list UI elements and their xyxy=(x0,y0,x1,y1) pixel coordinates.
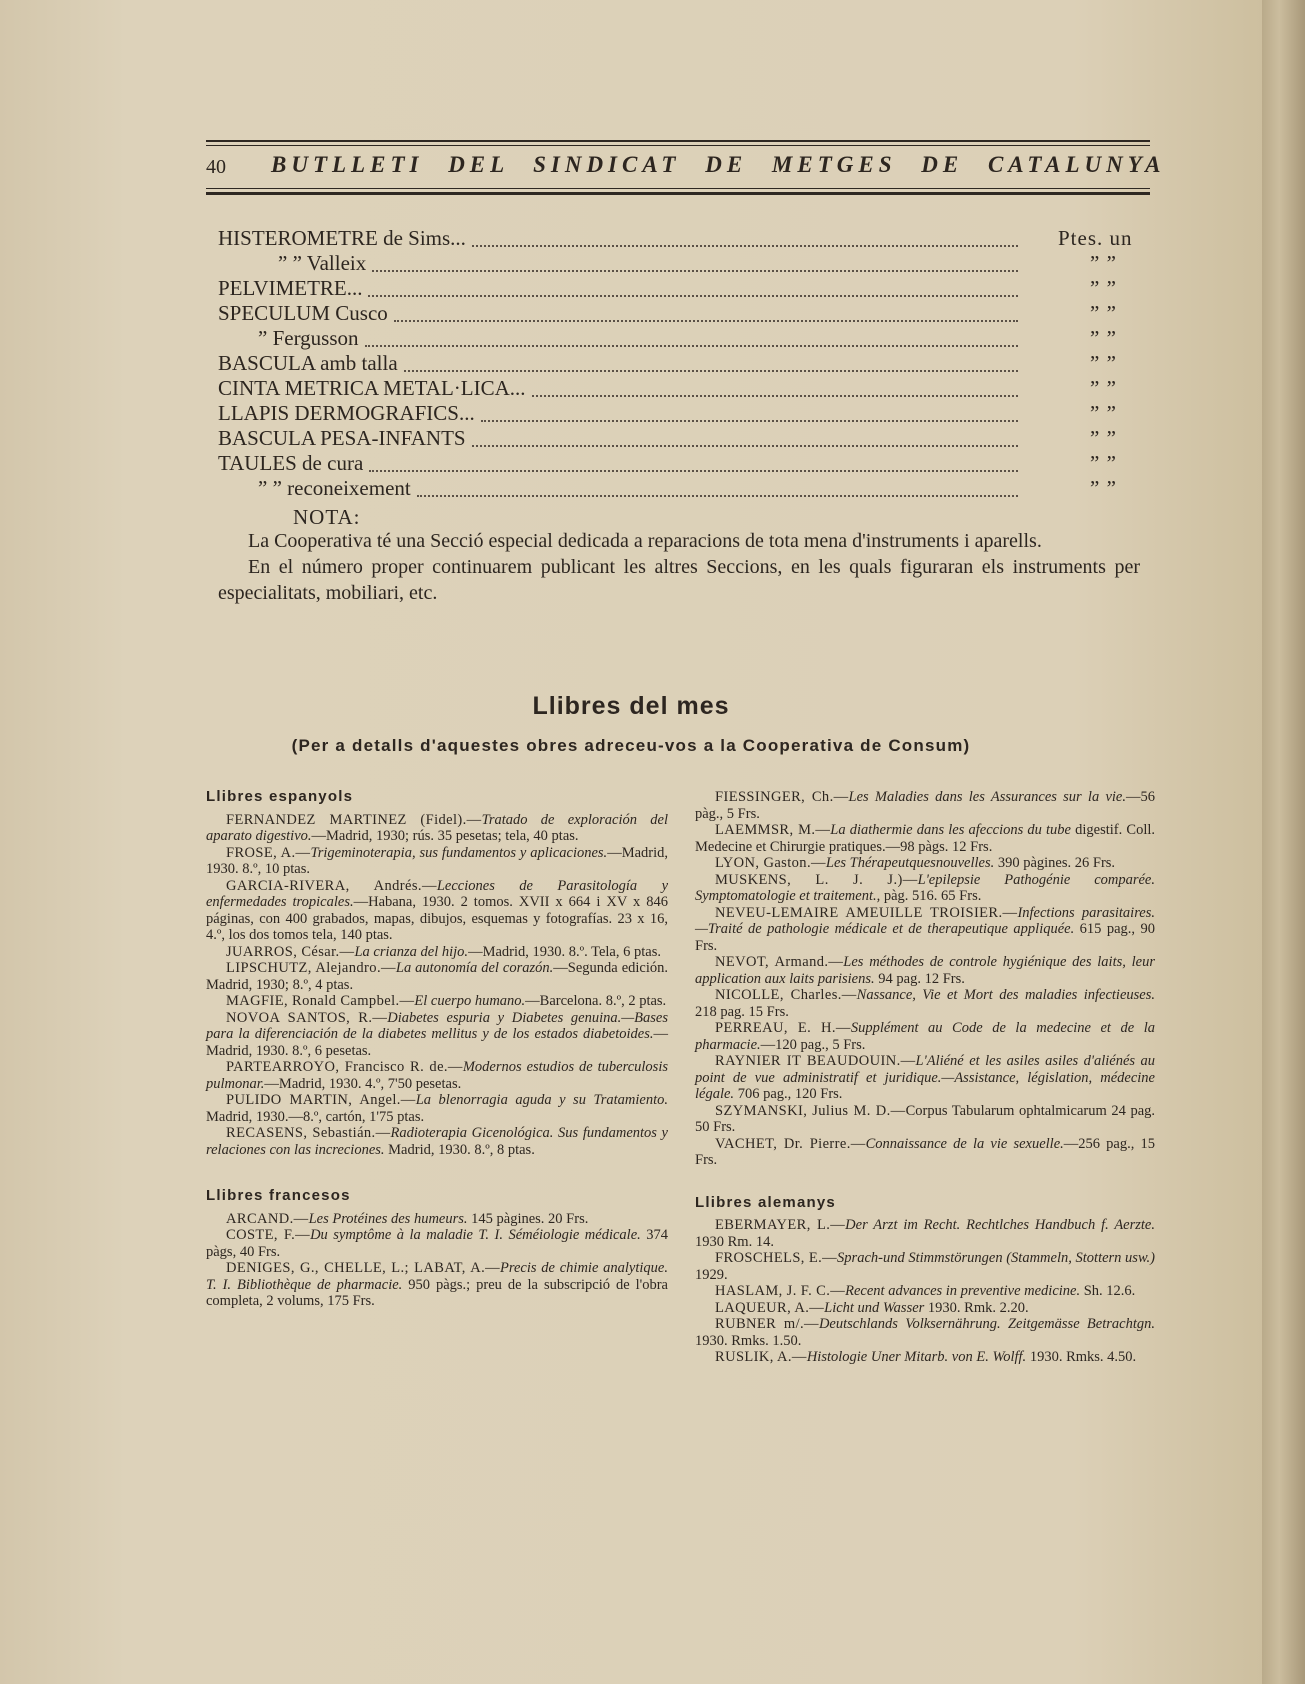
book-details: digestif. Coll. Medecine et Chirurgie pratiques.—98 pàgs. 12 Frs. xyxy=(695,822,1155,855)
instrument-row xyxy=(218,226,1150,251)
books-section-title: Llibres del mes xyxy=(532,692,730,720)
book-title: L'Aliéné et les asiles asiles d'aliénés au point de vue administratif et juridique.—Assistance, législation, médecine légale. xyxy=(695,1053,1155,1102)
book-entry xyxy=(695,789,1155,822)
book-details: —56 pàg., 5 Frs. xyxy=(695,789,1155,822)
spanish-books-list xyxy=(206,812,668,1159)
book-title: Precis de chimie analytique. T. I. Bibliothèque de pharmacie. xyxy=(206,1260,668,1293)
book-author: FROSE, A.— xyxy=(226,844,311,861)
running-header xyxy=(206,148,1166,186)
book-title: Trigeminoterapia, sus fundamentos y aplicaciones. xyxy=(310,844,608,861)
instrument-price: Ptes. un xyxy=(1058,226,1133,250)
book-author: GARCIA-RIVERA, Andrés.— xyxy=(226,877,437,894)
book-details: —256 pag., 15 Frs. xyxy=(695,1135,1155,1168)
book-title: Les Thérapeutquesnouvelles. xyxy=(825,855,995,871)
book-entry xyxy=(695,1283,1155,1300)
instrument-price: ” ” xyxy=(1090,276,1117,300)
instrument-price: ” ” xyxy=(1090,351,1117,375)
book-entry xyxy=(695,1349,1155,1366)
book-entry xyxy=(695,905,1155,955)
instrument-row xyxy=(218,426,1150,451)
book-author: PERREAU, E. H.— xyxy=(715,1020,851,1036)
book-entry xyxy=(206,1227,668,1260)
book-entry xyxy=(206,812,668,845)
book-author: NEVEU-LEMAIRE AMEUILLE TROISIER.— xyxy=(715,904,1018,921)
book-entry xyxy=(206,845,668,878)
book-details: 706 pag., 120 Frs. xyxy=(734,1086,843,1102)
book-details: —Segunda edición. Madrid, 1930; 8.º, 4 ptas. xyxy=(206,960,668,993)
instrument-row xyxy=(218,451,1150,476)
book-details: 374 pàgs, 40 Frs. xyxy=(206,1227,669,1260)
book-details: —Barcelona. 8.º, 2 ptas. xyxy=(525,993,667,1009)
book-details: 950 pàgs.; preu de la subscripció de l'obra completa, 2 volums, 175 Frs. xyxy=(206,1276,668,1309)
instrument-row xyxy=(218,351,1150,376)
book-author: LAQUEUR, A.— xyxy=(715,1299,825,1316)
book-details: 615 pag., 90 Frs. xyxy=(695,921,1155,954)
book-details: pàg. 516. 65 Frs. xyxy=(880,888,982,904)
book-author: FIESSINGER, Ch.— xyxy=(715,789,849,805)
dot-leader xyxy=(472,443,1018,447)
header-rule-top-thin xyxy=(206,145,1150,146)
book-title: Histologie Uner Mitarb. von E. Wolff. xyxy=(806,1349,1027,1365)
book-details: 390 pàgines. 26 Frs. xyxy=(994,855,1116,871)
book-title: Radioterapia Gicenológica. Sus fundamentos y relaciones con las increciones. xyxy=(206,1125,668,1158)
book-author: LIPSCHUTZ, Alejandro.— xyxy=(226,960,396,976)
book-title: Infections parasitaires.—Traité de pathologie médicale et de therapeutique appliquée. xyxy=(695,904,1156,937)
book-details: —Madrid, 1930. 4.º, 7'50 pesetas. xyxy=(264,1075,462,1092)
book-author: DENIGES, G., CHELLE, L.; LABAT, A.— xyxy=(226,1260,500,1276)
instrument-name: BASCULA amb talla xyxy=(218,351,398,375)
book-details: Madrid, 1930. 8.º, 8 ptas. xyxy=(384,1141,535,1158)
book-author: LAEMMSR, M.— xyxy=(715,822,831,838)
book-entry xyxy=(695,855,1155,872)
instrument-price: ” ” xyxy=(1090,326,1117,350)
book-title: Les méthodes de controle hygiénique des laits, leur application aux laits parisiens. xyxy=(695,954,1155,987)
book-title: La blenorragia aguda y su Tratamiento. xyxy=(415,1092,668,1108)
book-entry xyxy=(695,1217,1155,1250)
nota-paragraph-2: En el número proper continuarem publicant les altres Seccions, en les quals figuraran els instruments per especialitats, mobiliari, etc. xyxy=(218,556,1140,604)
instrument-name: BASCULA PESA-INFANTS xyxy=(218,426,466,450)
book-title: Lecciones de Parasitología y enfermedades tropicales. xyxy=(206,877,669,910)
book-title: Les Protéines des humeurs. xyxy=(308,1210,468,1227)
book-entry xyxy=(206,1211,668,1228)
instrument-name: CINTA METRICA METAL·LICA... xyxy=(218,376,526,400)
instrument-name: TAULES de cura xyxy=(218,451,364,475)
book-details: —Madrid, 1930; rús. 35 pesetas; tela, 40 ptas. xyxy=(311,828,579,844)
instrument-price: ” ” xyxy=(1090,426,1117,450)
header-rule-top xyxy=(206,140,1150,142)
book-title: Connaissance de la vie sexuelle. xyxy=(865,1135,1064,1152)
book-entry xyxy=(206,960,668,993)
book-author: SZYMANSKI, Julius M. D.— xyxy=(715,1102,906,1119)
instrument-row xyxy=(218,476,1150,501)
book-entry xyxy=(206,1059,668,1092)
book-author: PARTEARROYO, Francisco R. de.— xyxy=(226,1059,463,1075)
page-number: 40 xyxy=(206,156,226,178)
instrument-row xyxy=(218,326,1150,351)
header-rule-bottom xyxy=(206,192,1150,195)
instrument-price-list xyxy=(218,226,1150,501)
next-page-edge xyxy=(1262,0,1305,1684)
book-entry xyxy=(695,1136,1155,1169)
book-entry xyxy=(695,1053,1155,1103)
book-author: FERNANDEZ MARTINEZ (Fidel).— xyxy=(226,811,482,828)
book-entry xyxy=(206,1010,668,1060)
book-author: NICOLLE, Charles.— xyxy=(715,987,857,1003)
french-books-list xyxy=(206,1211,668,1310)
book-details: 1930. Rmks. 4.50. xyxy=(1026,1349,1137,1365)
book-details: 1930. Rmks. 1.50. xyxy=(695,1332,802,1349)
book-title: Der Arzt im Recht. Rechtlches Handbuch f. Aerzte. xyxy=(845,1217,1155,1233)
dot-leader xyxy=(417,493,1018,497)
book-author: LYON, Gaston.— xyxy=(715,855,826,871)
book-entry xyxy=(695,1020,1155,1053)
book-title: La crianza del hijo. xyxy=(354,943,469,960)
header-rule-bottom-thin xyxy=(206,188,1150,189)
book-entry xyxy=(695,872,1155,905)
book-author: FROSCHELS, E.— xyxy=(715,1250,838,1266)
book-entry xyxy=(206,944,668,961)
book-details: —Madrid, 1930. 8.º. Tela, 6 ptas. xyxy=(468,943,661,960)
instrument-row xyxy=(218,376,1150,401)
instrument-name: ” Fergusson xyxy=(258,326,359,350)
instrument-row xyxy=(218,251,1150,276)
dot-leader xyxy=(369,468,1018,472)
spanish-books-heading: Llibres espanyols xyxy=(206,788,354,805)
book-author: PULIDO MARTIN, Angel.— xyxy=(226,1092,416,1108)
book-title: Nassance, Vie et Mort des maladies infectieuses. xyxy=(856,987,1155,1003)
book-entry xyxy=(695,822,1155,855)
book-title: El cuerpo humano. xyxy=(414,993,526,1009)
book-details: Corpus Tabularum ophtalmicarum 24 pag. 50 Frs. xyxy=(695,1102,1156,1135)
german-books-list xyxy=(695,1217,1155,1366)
book-entry xyxy=(206,1125,668,1158)
books-right-column xyxy=(695,789,1155,1366)
book-details: 1930 Rm. 14. xyxy=(695,1233,774,1250)
book-author: MUSKENS, L. J. J.)— xyxy=(715,871,918,888)
journal-title: BUTLLETI DEL SINDICAT DE METGES DE CATALUNYA xyxy=(271,152,1166,177)
books-section-subtitle: (Per a detalls d'aquestes obres adreceu-vos a la Cooperativa de Consum) xyxy=(291,736,971,755)
book-title: Les Maladies dans les Assurances sur la vie. xyxy=(848,789,1126,805)
instrument-name: HISTEROMETRE de Sims... xyxy=(218,226,466,250)
instrument-row xyxy=(218,301,1150,326)
book-author: NEVOT, Armand.— xyxy=(715,954,844,970)
instrument-price: ” ” xyxy=(1090,476,1117,500)
book-author: ARCAND.— xyxy=(226,1210,309,1227)
book-details: 218 pag. 15 Frs. xyxy=(695,1003,789,1020)
dot-leader xyxy=(394,318,1018,322)
instrument-price: ” ” xyxy=(1090,251,1117,275)
book-author: RUBNER m/.— xyxy=(715,1316,819,1332)
book-author: COSTE, F.— xyxy=(226,1227,311,1243)
instrument-price: ” ” xyxy=(1090,376,1117,400)
book-title: Diabetes espuria y Diabetes genuina.—Bases para la diferenciación de la diabetes mellitus y de los estados diabetoides. xyxy=(206,1009,668,1042)
dot-leader xyxy=(532,393,1018,397)
book-author: RECASENS, Sebastián.— xyxy=(226,1125,391,1141)
dot-leader xyxy=(472,243,1018,247)
book-title: Recent advances in preventive medicine. xyxy=(845,1283,1081,1299)
book-author: NOVOA SANTOS, R.— xyxy=(226,1009,388,1026)
german-books-heading: Llibres alemanys xyxy=(695,1193,836,1211)
book-details: —Habana, 1930. 2 tomos. XVII x 664 i XV x 846 páginas, con 400 grabados, mapas, dibujos, esquemas y fotografías. 23 x 16, 4.º, los dos tomos tela, 140 ptas. xyxy=(206,894,669,943)
instrument-price: ” ” xyxy=(1090,401,1117,425)
book-title: Sprach-und Stimmstörungen (Stammeln, Stottern usw.) xyxy=(837,1250,1155,1266)
book-entry xyxy=(695,1103,1155,1136)
book-entry xyxy=(695,987,1155,1020)
book-details: 1929. xyxy=(695,1266,728,1283)
dot-leader xyxy=(365,343,1018,347)
book-details: Madrid, 1930.—8.º, cartón, 1'75 ptas. xyxy=(206,1108,425,1125)
instrument-name: PELVIMETRE... xyxy=(218,276,363,300)
instrument-row xyxy=(218,401,1150,426)
book-title: Du symptôme à la maladie T. I. Séméiologie médicale. xyxy=(310,1227,641,1243)
french-books-list-continued xyxy=(695,789,1155,1169)
book-title: L'epilepsie Pathogénie comparée. Symptomatologie et traitement., xyxy=(695,871,1155,904)
book-entry xyxy=(206,1260,668,1310)
instrument-price: ” ” xyxy=(1090,451,1117,475)
book-author: RUSLIK, A.— xyxy=(715,1349,807,1365)
book-entry xyxy=(695,1316,1155,1349)
instrument-name: LLAPIS DERMOGRAFICS... xyxy=(218,401,475,425)
book-details: 1930. Rmk. 2.20. xyxy=(924,1299,1029,1316)
books-left-column xyxy=(206,789,668,1310)
book-title: La autonomía del corazón. xyxy=(395,960,554,976)
book-details: Sh. 12.6. xyxy=(1080,1283,1136,1299)
instrument-name: ” ” reconeixement xyxy=(258,476,411,500)
book-title: Tratado de exploración del aparato digestivo. xyxy=(206,811,668,844)
instrument-name: ” ” Valleix xyxy=(278,251,367,275)
book-entry xyxy=(695,1300,1155,1317)
nota-title: NOTA: xyxy=(293,505,361,529)
book-details: 94 pag. 12 Frs. xyxy=(874,970,965,987)
book-author: RAYNIER IT BEAUDOUIN.— xyxy=(715,1053,916,1069)
book-title: La diathermie dans les afeccions du tube xyxy=(830,822,1071,838)
book-entry xyxy=(695,1250,1155,1283)
instrument-name: SPECULUM Cusco xyxy=(218,301,388,325)
nota-text xyxy=(218,528,1140,606)
book-entry xyxy=(206,1092,668,1125)
book-author: VACHET, Dr. Pierre.— xyxy=(715,1135,866,1152)
book-title: Modernos estudios de tuberculosis pulmonar. xyxy=(206,1059,668,1092)
nota-paragraph-1: La Cooperativa té una Secció especial dedicada a reparacions de tota mena d'instruments i aparells. xyxy=(248,530,1042,552)
book-author: EBERMAYER, L.— xyxy=(715,1217,846,1233)
instrument-price: ” ” xyxy=(1090,301,1117,325)
book-title: Supplément au Code de la medecine et de la pharmacie. xyxy=(695,1020,1155,1053)
book-author: JUARROS, César.— xyxy=(226,943,355,960)
dot-leader xyxy=(372,268,1018,272)
book-details: —Madrid, 1930. 8.º, 10 ptas. xyxy=(206,844,668,877)
book-author: MAGFIE, Ronald Campbel.— xyxy=(226,993,415,1009)
dot-leader xyxy=(404,368,1018,372)
book-entry xyxy=(206,993,668,1010)
book-author: HASLAM, J. F. C.— xyxy=(715,1283,846,1299)
book-details: —Madrid, 1930. 8.º, 6 pesetas. xyxy=(206,1026,668,1059)
book-title: Deutschlands Volksernährung. Zeitgemässe Betrachtgn. xyxy=(818,1316,1155,1332)
book-details: 145 pàgines. 20 Frs. xyxy=(467,1210,589,1227)
book-details: —120 pag., 5 Frs. xyxy=(760,1036,866,1053)
book-title: Licht und Wasser xyxy=(824,1299,925,1316)
french-books-heading: Llibres francesos xyxy=(206,1187,351,1204)
dot-leader xyxy=(481,418,1018,422)
book-entry xyxy=(206,878,668,944)
dot-leader xyxy=(368,293,1018,297)
instrument-row xyxy=(218,276,1150,301)
book-entry xyxy=(695,954,1155,987)
